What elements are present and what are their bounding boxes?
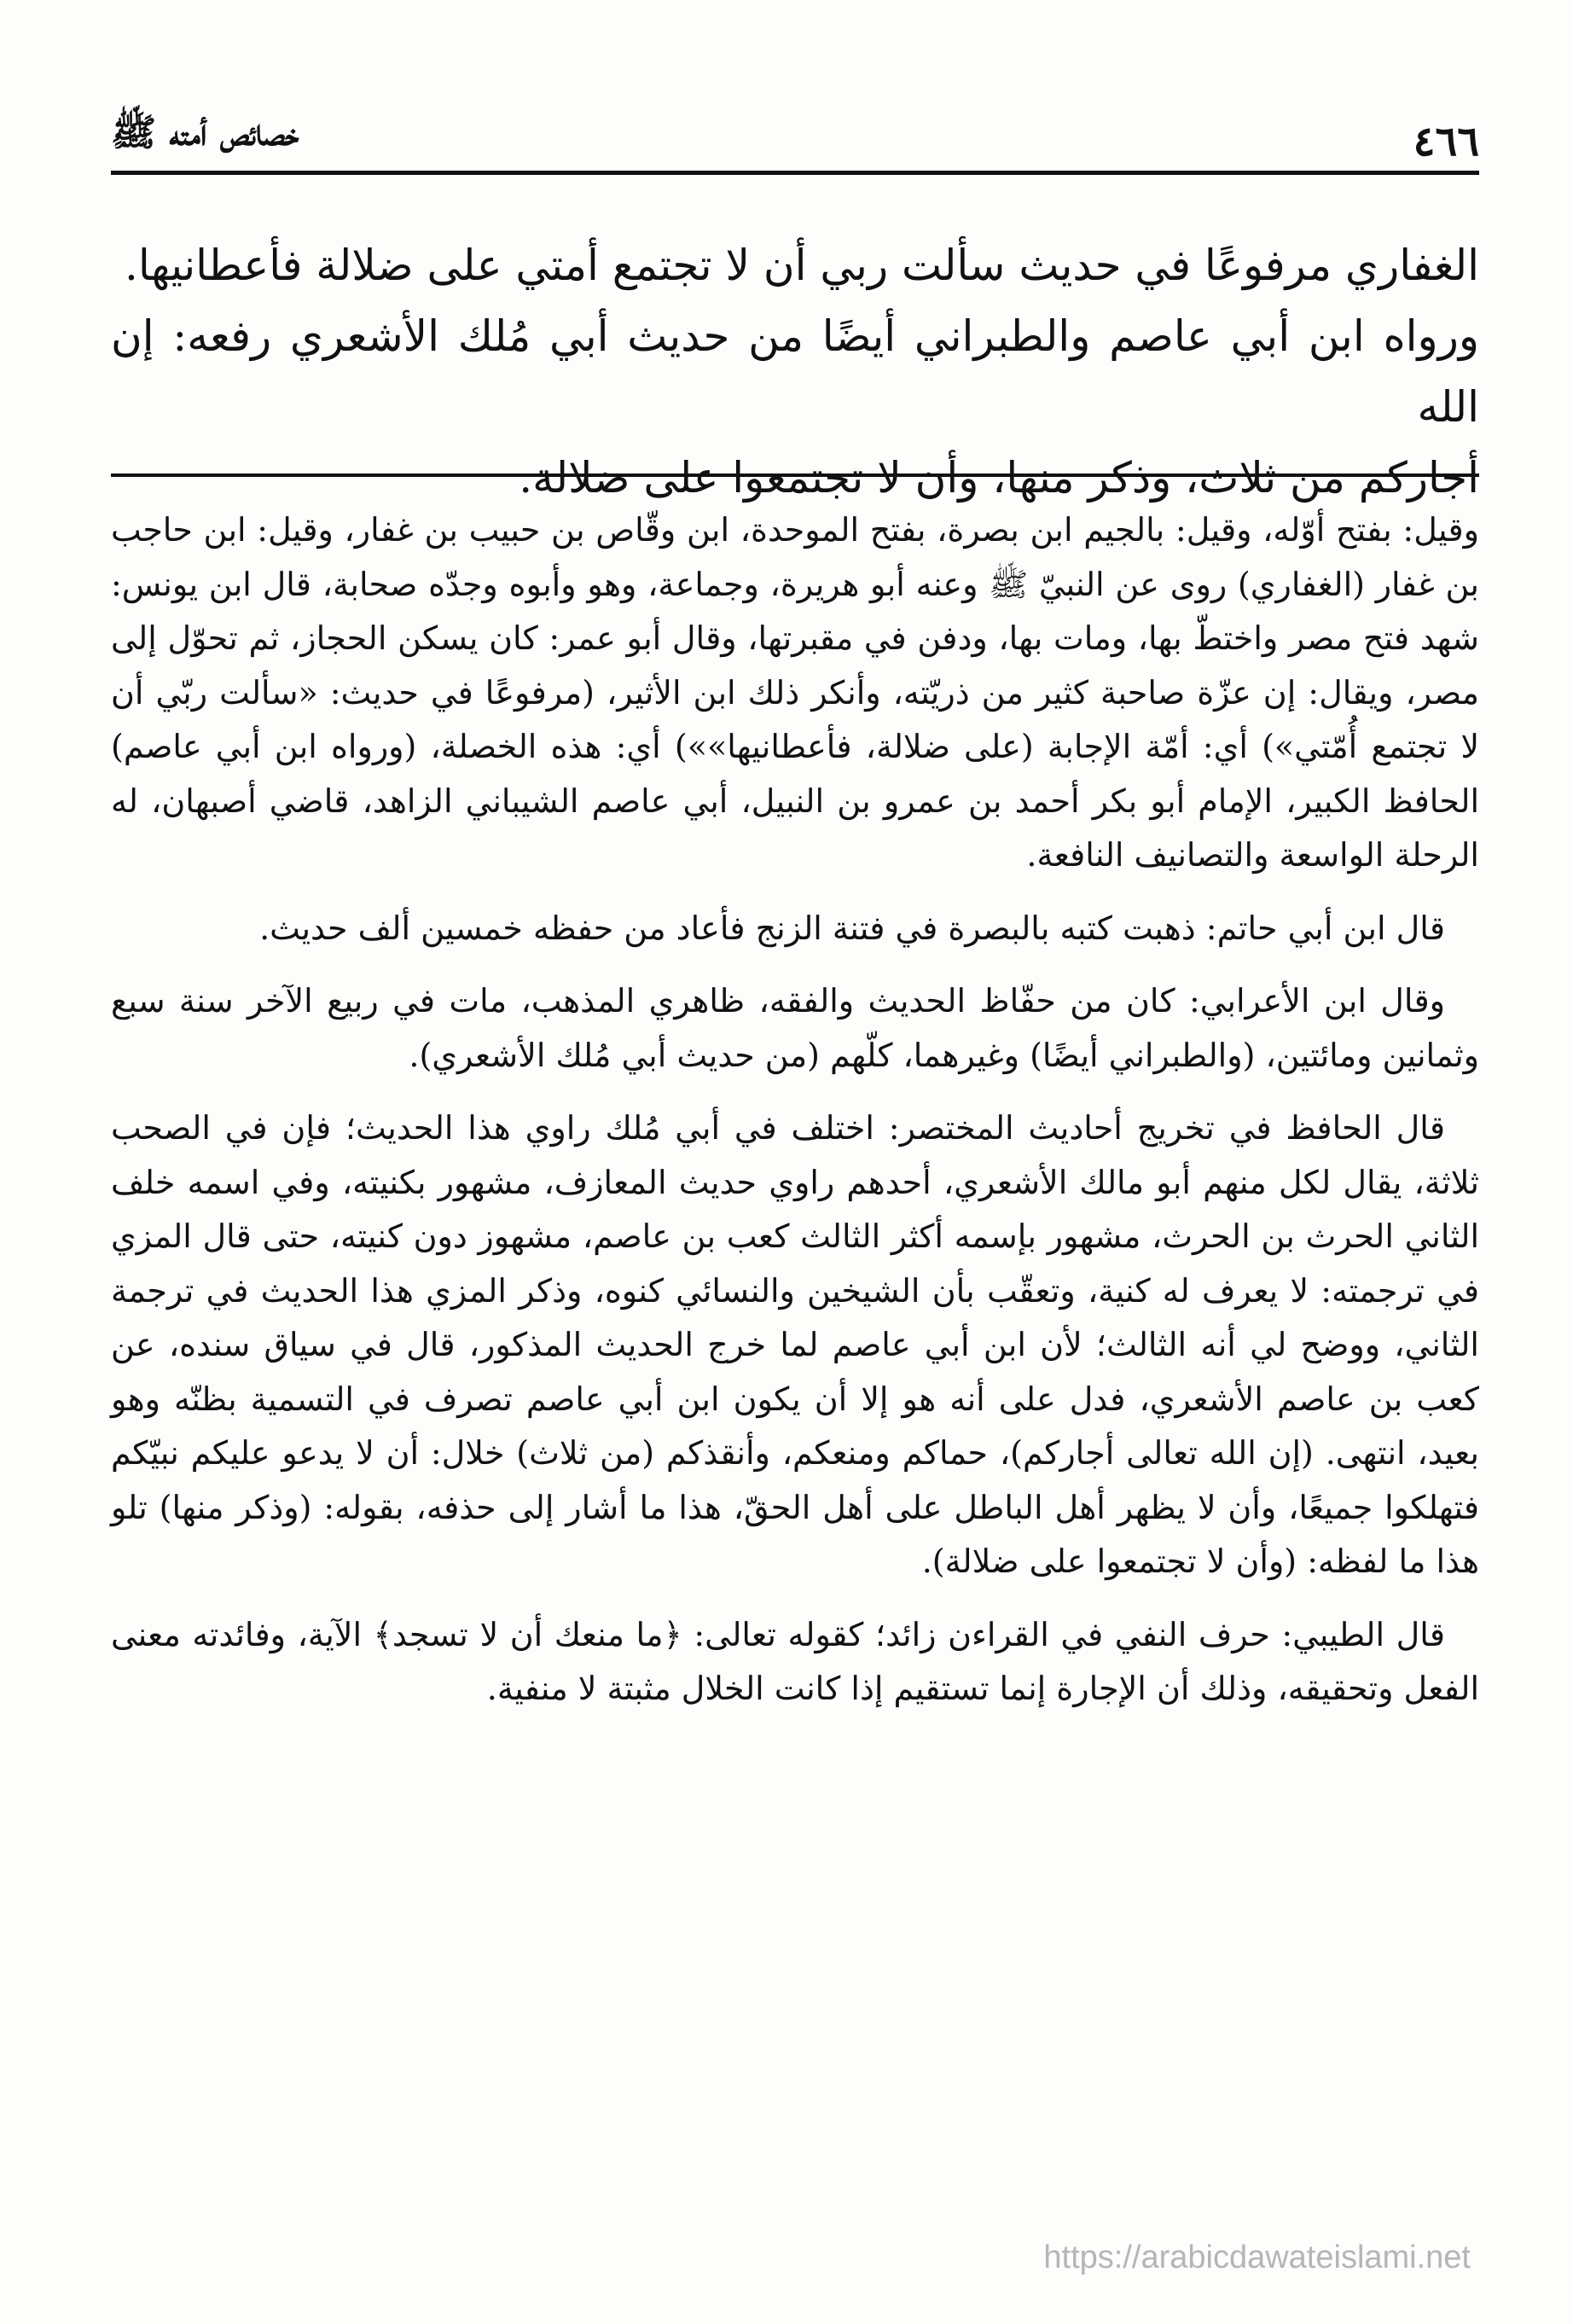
running-title: خصائص أمته ﷺ — [111, 111, 299, 154]
commentary-paragraph: وقال ابن الأعرابي: كان من حفّاظ الحديث والفقه، ظاهري المذهب، مات في ربيع الآخر سنة سبع وثمانين ومائتين، (والطبراني أيضًا) وغيرهما، كلّهم (من حديث أبي مُلك الأشعري). — [111, 982, 1479, 1074]
main-text-line: ورواه ابن أبي عاصم والطبراني أيضًا من حديث أبي مُلك الأشعري رفعه: إن الله — [111, 311, 1479, 432]
commentary-paragraph: قال ابن أبي حاتم: ذهبت كتبه بالبصرة في فتنة الزنج فأعاد من حفظه خمسين ألف حديث. — [259, 909, 1445, 947]
main-text-line: أجاركم من ثلاث، وذكر منها، وأن لا تجتمعوا على ضلالة. — [519, 453, 1479, 503]
commentary-paragraph: قال الطيبي: حرف النفي في القراءن زائد؛ كقوله تعالى: ﴿ما منعك أن لا تسجد﴾ الآية، وفائدته معنى الفعل وتحقيقه، وذلك أن الإجارة إنما تستقيم إذا كانت الخلال مثبتة لا منفية. — [111, 1615, 1479, 1707]
commentary-paragraph: قال الحافظ في تخريج أحاديث المختصر: اختلف في أبي مُلك راوي هذا الحديث؛ فإن في الصحب ثلاثة، يقال لكل منهم أبو مالك الأشعري، أحدهم راوي حديث المعازف، مشهور بكنيته، وفي اسمه خلف الثاني الحرث بن الحرث، مشهور بإسمه أكثر الثالث كعب بن عاصم، مشهوز دون كنيته، حتى قال المزي في ترجمته: لا يعرف له كنية، وتعقّب بأن الشيخين والنسائي كنوه، وذكر المزي هذا الحديث في ترجمة الثاني، ووضح لي أنه الثالث؛ لأن ابن أبي عاصم لما خرج الحديث المذكور، قال في سياق سنده، عن كعب بن عاصم الأشعري، فدل على أنه هو إلا أن يكون ابن أبي عاصم تصرف في التسمية بظنّه وهو بعيد، انتهى. (إن الله تعالى أجاركم)، حماكم ومنعكم، وأنقذكم (من ثلاث) خلال: أن لا يدعو عليكم نبيّكم فتهلكوا جميعًا، وأن لا يظهر أهل الباطل على أهل الحقّ، هذا ما أشار إلى حذفه، بقوله: (وذكر منها) تلو هذا ما لفظه: (وأن لا تجتمعوا على ضلالة). — [111, 1109, 1479, 1580]
page-number: ٤٦٦ — [1413, 118, 1479, 166]
watermark-url: https://arabicdawateislami.net — [1043, 2240, 1471, 2275]
main-text — [111, 230, 1479, 514]
separator-line — [111, 474, 1479, 477]
main-text-line: الغفاري مرفوعًا في حديث سألت ربي أن لا تجتمع أمتي على ضلالة فأعطانيها. — [124, 241, 1479, 290]
commentary — [111, 503, 1479, 1735]
commentary-paragraph: وقيل: بفتح أوّله، وقيل: بالجيم ابن بصرة، بفتح الموحدة، ابن وقّاص بن حبيب بن غفار، وقيل: ابن حاجب بن غفار (الغفاري) روى عن النبيّ ﷺ وعنه أبو هريرة، وجماعة، وهو وأبوه وجدّه صحابة، قال ابن يونس: شهد فتح مصر واختطّ بها، ومات بها، ودفن في مقبرتها، وقال أبو عمر: كان يسكن الحجاز، ثم تحوّل إلى مصر، ويقال: إن عزّة صاحبة كثير من ذريّته، وأنكر ذلك ابن الأثير، (مرفوعًا في حديث: «سألت ربّي أن لا تجتمع أُمّتي») أي: أمّة الإجابة (على ضلالة، فأعطانيها»») أي: هذه الخصلة، (ورواه ابن أبي عاصم) الحافظ الكبير، الإمام أبو بكر أحمد بن عمرو بن النبيل، أبي عاصم الشيباني الزاهد، قاضي أصبهان، له الرحلة الواسعة والتصانيف النافعة. — [111, 511, 1479, 874]
page-header — [111, 94, 1479, 175]
